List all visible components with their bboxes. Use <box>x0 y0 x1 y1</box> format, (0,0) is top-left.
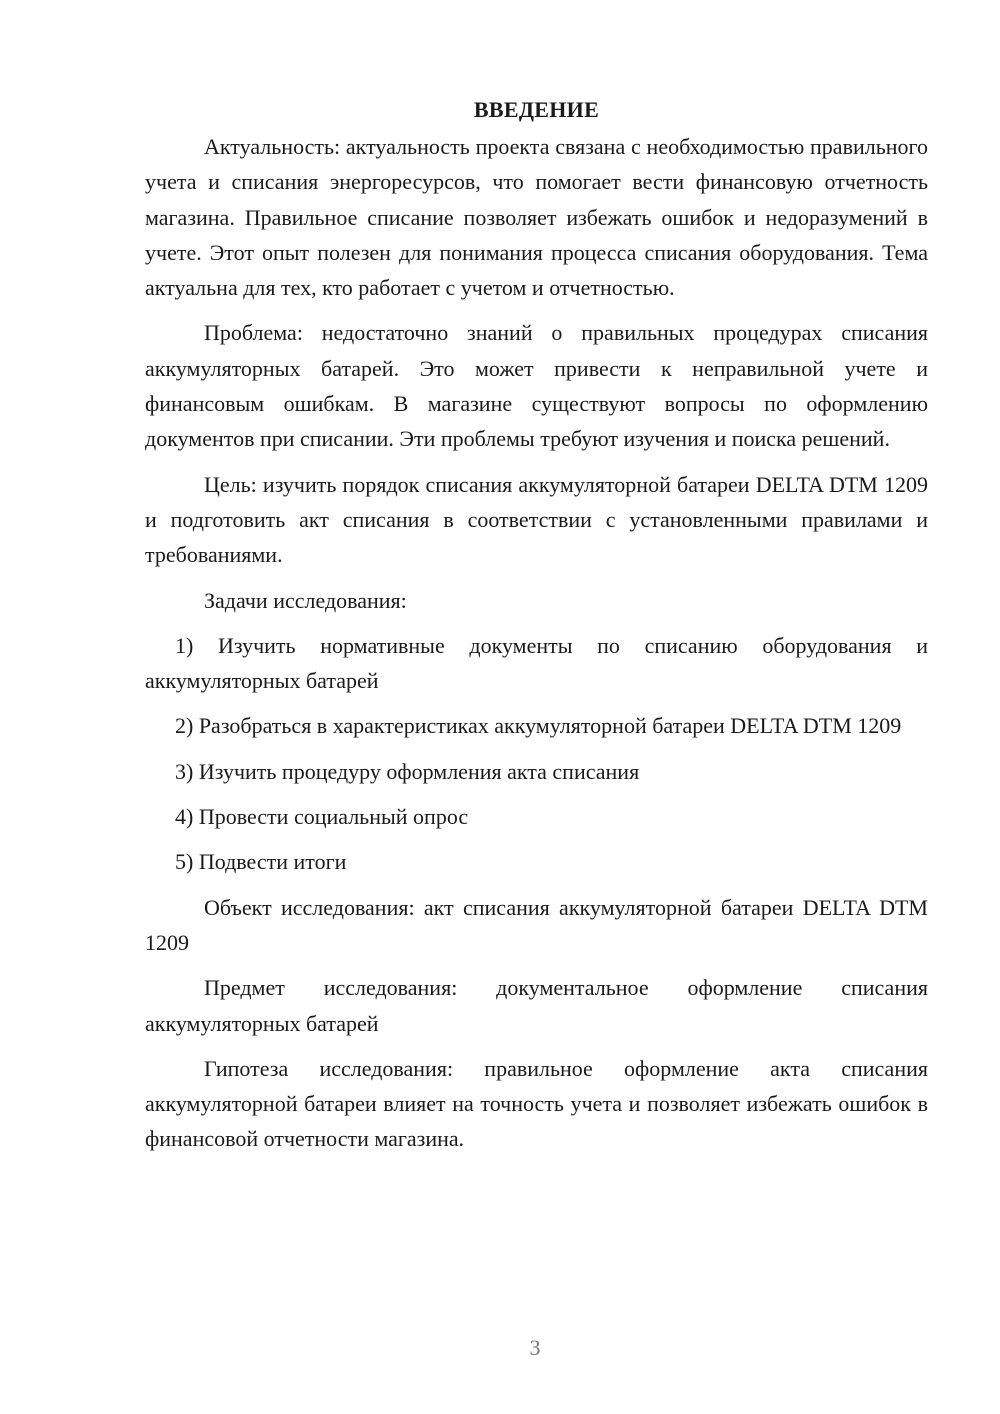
relevance-paragraph: Актуальность: актуальность проекта связана с необходимостью правильного учета и списания энергоресурсов, что помогает вести финансовую отчетность магазина. Правильное списание позволяет избежать ошибок и недоразумений в учете. Этот опыт полезен для понимания процесса списания оборудования. Тема актуальна для тех, кто работает с учетом и отчетностью. <box>145 134 928 301</box>
tasks-heading: Задачи исследования: <box>204 587 407 613</box>
list-item: 5) Подвести итоги <box>175 849 347 875</box>
hypothesis-paragraph: Гипотеза исследования: правильное оформление акта списания аккумуляторной батареи влияет на точность учета и позволяет избежать ошибок в финансовой отчетности магазина. <box>145 1055 928 1152</box>
goal-paragraph: Цель: изучить порядок списания аккумуляторной батареи DELTA DTM 1209 и подготовить акт списания в соответствии с установленными правилами и требованиями. <box>145 471 928 568</box>
page-number: 3 <box>529 1335 541 1360</box>
section-title: ВВЕДЕНИЕ <box>473 97 600 122</box>
problem-paragraph: Проблема: недостаточно знаний о правильных процедурах списания аккумуляторных батарей. Это может привести к неправильной учете и финансовым ошибкам. В магазине существуют вопросы по оформлению документов при списании. Эти проблемы требуют изучения и поиска решений. <box>145 320 928 452</box>
list-item: 4) Провести социальный опрос <box>175 804 469 830</box>
object-paragraph: Объект исследования: акт списания аккумуляторной батареи DELTA DTM 1209 <box>145 894 928 955</box>
list-item: 2) Разобраться в характеристиках аккумуляторной батареи DELTA DTM 1209 <box>175 713 902 739</box>
list-item: 3) Изучить процедуру оформления акта списания <box>175 758 640 784</box>
tasks-list <box>145 628 928 880</box>
list-item: 1) Изучить нормативные документы по списанию оборудования и аккумуляторных батарей <box>145 632 928 694</box>
document-page <box>145 92 928 1167</box>
subject-paragraph: Предмет исследования: документальное оформление списания аккумуляторных батарей <box>145 975 928 1036</box>
